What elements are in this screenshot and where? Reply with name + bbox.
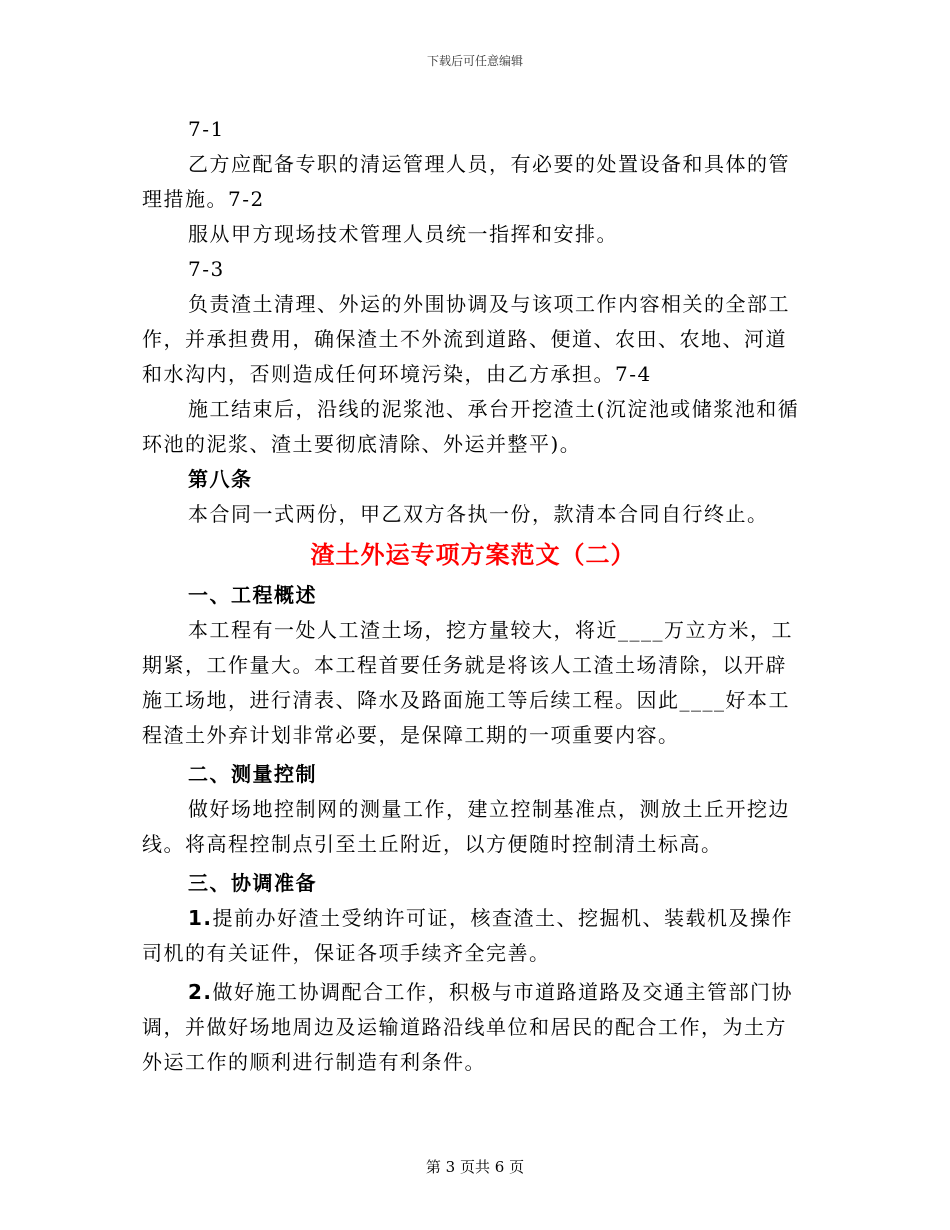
item-2-text: 做好施工协调配合工作，积极与市道路道路及交通主管部门协 — [212, 980, 794, 1004]
coordination-item-2-line-2: 调，并做好场地周边及运输道路沿线单位和居民的配合工作，为土方 — [142, 1015, 787, 1039]
clause-7-2-text: 服从甲方现场技术管理人员统一指挥和安排。 — [188, 222, 618, 246]
document-body — [142, 112, 804, 1080]
heading-project-overview: 一、工程概述 — [188, 583, 317, 607]
overview-line-2: 期紧，工作量大。本工程首要任务就是将该人工渣土场清除，以开辟 — [142, 653, 787, 677]
clause-7-3-line-1: 负责渣土清理、外运的外围协调及与该项工作内容相关的全部工 — [188, 292, 790, 316]
overview-line-4: 程渣土外弃计划非常必要，是保障工期的一项重要内容。 — [142, 723, 680, 747]
clause-7-4-line-1: 施工结束后，沿线的泥浆池、承台开挖渣土(沉淀池或储浆池和循 — [188, 397, 800, 421]
coordination-item-2-line-1 — [142, 975, 804, 1010]
clause-7-1-line-1: 乙方应配备专职的清运管理人员，有必要的处置设备和具体的管 — [188, 152, 790, 176]
heading-survey-control: 二、测量控制 — [188, 762, 317, 786]
item-1-text: 提前办好渣土受纳许可证，核查渣土、挖掘机、装载机及操作 — [212, 906, 794, 930]
article-8-text: 本合同一式两份，甲乙双方各执一份，款清本合同自行终止。 — [188, 502, 769, 526]
clause-7-3-number: 7-3 — [188, 257, 225, 281]
coordination-item-1-line-1 — [142, 901, 804, 936]
page-footer: 第 3 页共 6 页 — [425, 1158, 525, 1176]
article-8-heading: 第八条 — [188, 467, 253, 491]
page-header: 下载后可任意编辑 — [426, 54, 523, 68]
item-1-number: 1. — [188, 906, 213, 930]
coordination-item-2-line-3: 外运工作的顺利进行制造有利条件。 — [142, 1050, 486, 1074]
heading-coordination: 三、协调准备 — [188, 871, 317, 895]
clause-7-1-number: 7-1 — [188, 117, 225, 141]
coordination-item-1-line-2: 司机的有关证件，保证各项手续齐全完善。 — [142, 941, 551, 965]
overview-line-1: 本工程有一处人工渣土场，挖方量较大，将近____万立方米，工 — [188, 618, 793, 642]
item-2-number: 2. — [188, 980, 213, 1004]
document-title: 渣土外运专项方案范文（二） — [310, 541, 636, 569]
overview-line-3: 施工场地，进行清表、降水及路面施工等后续工程。因此____好本工 — [142, 688, 790, 712]
clause-7-1-line-2: 理措施。7-2 — [142, 187, 265, 211]
clause-7-4-line-2: 环池的泥浆、渣土要彻底清除、外运并整平)。 — [142, 432, 582, 456]
clause-7-3-line-3: 和水沟内，否则造成任何环境污染，由乙方承担。7-4 — [142, 362, 652, 386]
survey-line-2: 线。将高程控制点引至土丘附近，以方便随时控制清土标高。 — [142, 832, 723, 856]
clause-7-3-line-2: 作，并承担费用，确保渣土不外流到道路、便道、农田、农地、河道 — [142, 327, 787, 351]
survey-line-1: 做好场地控制网的测量工作，建立控制基准点，测放土丘开挖边 — [188, 797, 790, 821]
